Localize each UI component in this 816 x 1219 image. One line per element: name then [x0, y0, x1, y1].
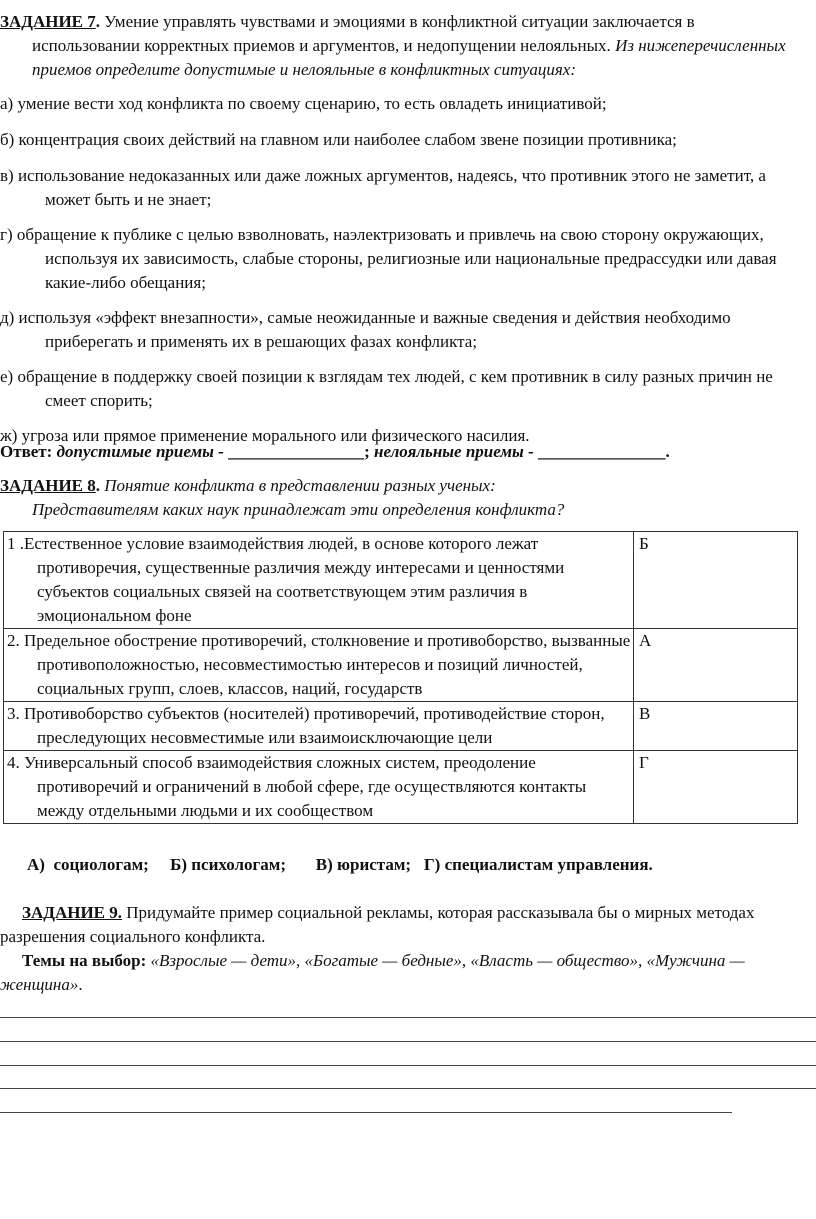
task-7-item-a: а) умение вести ход конфликта по своему сценарию, то есть овладеть инициативой;	[0, 94, 607, 113]
task-7-item-g: г) обращение к публике с целью взволновать, наэлектризовать и привлечь на свою сторону окружающих, используя их зависимость, слабые стороны, религиозные или национальные предрассудки или давая какие-либо обещания;	[0, 225, 777, 292]
task-7-intro: ЗАДАНИЕ 7. Умение управлять чувствами и эмоциями в конфликтной ситуации заключается в использовании корректных приемов и аргументов, и недопущении нелояльных. Из нижеперечисленных приемов определите допустимые и нелояльные в конфликтных ситуациях:	[0, 12, 786, 79]
task-7-item-d: д) используя «эффект внезапности», самые неожиданные и важные сведения и действия необходимо приберегать и применять их в решающих фазах конфликта;	[0, 308, 731, 351]
writing-line[interactable]	[0, 1065, 816, 1066]
letter-cell[interactable]: А	[634, 629, 798, 702]
table-row	[4, 702, 798, 751]
task-8-subtitle: Понятие конфликта в представлении разных ученых:	[100, 476, 496, 495]
themes-label: Темы на выбор:	[22, 951, 147, 970]
answer-blank-disloyal[interactable]: _______________	[538, 442, 666, 461]
writing-line[interactable]	[0, 1112, 732, 1113]
task-7-item-b: б) концентрация своих действий на главном или наиболее слабом звене позиции противника;	[0, 130, 677, 149]
task-8-question: Представителям каких наук принадлежат эти определения конфликта?	[32, 500, 565, 519]
table-row	[4, 751, 798, 824]
letter-cell[interactable]: Г	[634, 751, 798, 824]
task-7	[0, 10, 806, 448]
task-9-text: ЗАДАНИЕ 9. Придумайте пример социальной рекламы, которая рассказывала бы о мирных методах разрешения социального конфликта.	[0, 903, 755, 946]
task-7-item-e: е) обращение в поддержку своей позиции к взглядам тех людей, с кем противник в силу разных причин не смеет спорить;	[0, 367, 773, 410]
task-9	[0, 901, 806, 997]
task-9-heading: ЗАДАНИЕ 9.	[22, 903, 123, 922]
task-7-instruction: Из нижеперечисленных приемов определите допустимые и нелояльные в конфликтных ситуациях:	[32, 36, 786, 79]
task-7-item-v: в) использование недоказанных или даже ложных аргументов, надеясь, что противник этого не заметит, а может быть и не знает;	[0, 166, 766, 209]
table-row	[4, 532, 798, 629]
definition-cell: 1 .Естественное условие взаимодействия людей, в основе которого лежат противоречия, существенные различия между интересами и ценностями субъектов социальных связей на соответствующем этим различия в эмоциональном фоне	[4, 532, 634, 629]
task-8-options: А) социологам; Б) психологам; В) юристам; Г) специалистам управления.	[27, 855, 653, 874]
writing-line[interactable]	[0, 1017, 816, 1018]
definition-cell: 4. Универсальный способ взаимодействия сложных систем, преодоление противоречий и ограничений в любой сфере, где осуществляются контакты между отдельными людьми и их сообществом	[4, 751, 634, 824]
writing-line[interactable]	[0, 1041, 816, 1042]
definition-cell: 2. Предельное обострение противоречий, столкновение и противоборство, вызванные противоположностью, несовместимостью интересов и позиций личностей, социальных групп, слоев, классов, наций, государств	[4, 629, 634, 702]
task-7-heading: ЗАДАНИЕ 7	[0, 12, 96, 31]
letter-cell[interactable]: Б	[634, 532, 798, 629]
task-7-intro-text: Умение управлять чувствами и эмоциями в конфликтной ситуации заключается в использовании корректных приемов и аргументов, и недопущении нелояльных.	[32, 12, 695, 55]
task-8-heading: ЗАДАНИЕ 8	[0, 476, 96, 495]
letter-cell[interactable]: В	[634, 702, 798, 751]
writing-line[interactable]	[0, 1088, 816, 1089]
task-8	[0, 474, 806, 522]
task-7-answer-line: Ответ: допустимые приемы - ________________; нелояльные приемы - _______________.	[0, 442, 670, 461]
task-8-intro: ЗАДАНИЕ 8. Понятие конфликта в представлении разных ученых: Представителям каких наук принадлежат эти определения конфликта?	[0, 476, 565, 519]
definition-cell: 3. Противоборство субъектов (носителей) противоречий, противодействие сторон, преследующих несовместимые или взаимоисключающие цели	[4, 702, 634, 751]
task-7-item-zh: ж) угроза или прямое применение морального или физического насилия.	[0, 426, 530, 445]
definitions-table	[3, 531, 798, 824]
table-row	[4, 629, 798, 702]
answer-blank-allowed[interactable]: ________________	[228, 442, 365, 461]
answer-label: Ответ:	[0, 442, 53, 461]
task-9-themes: Темы на выбор: «Взрослые — дети», «Богатые — бедные», «Власть — общество», «Мужчина — женщина».	[0, 951, 745, 994]
